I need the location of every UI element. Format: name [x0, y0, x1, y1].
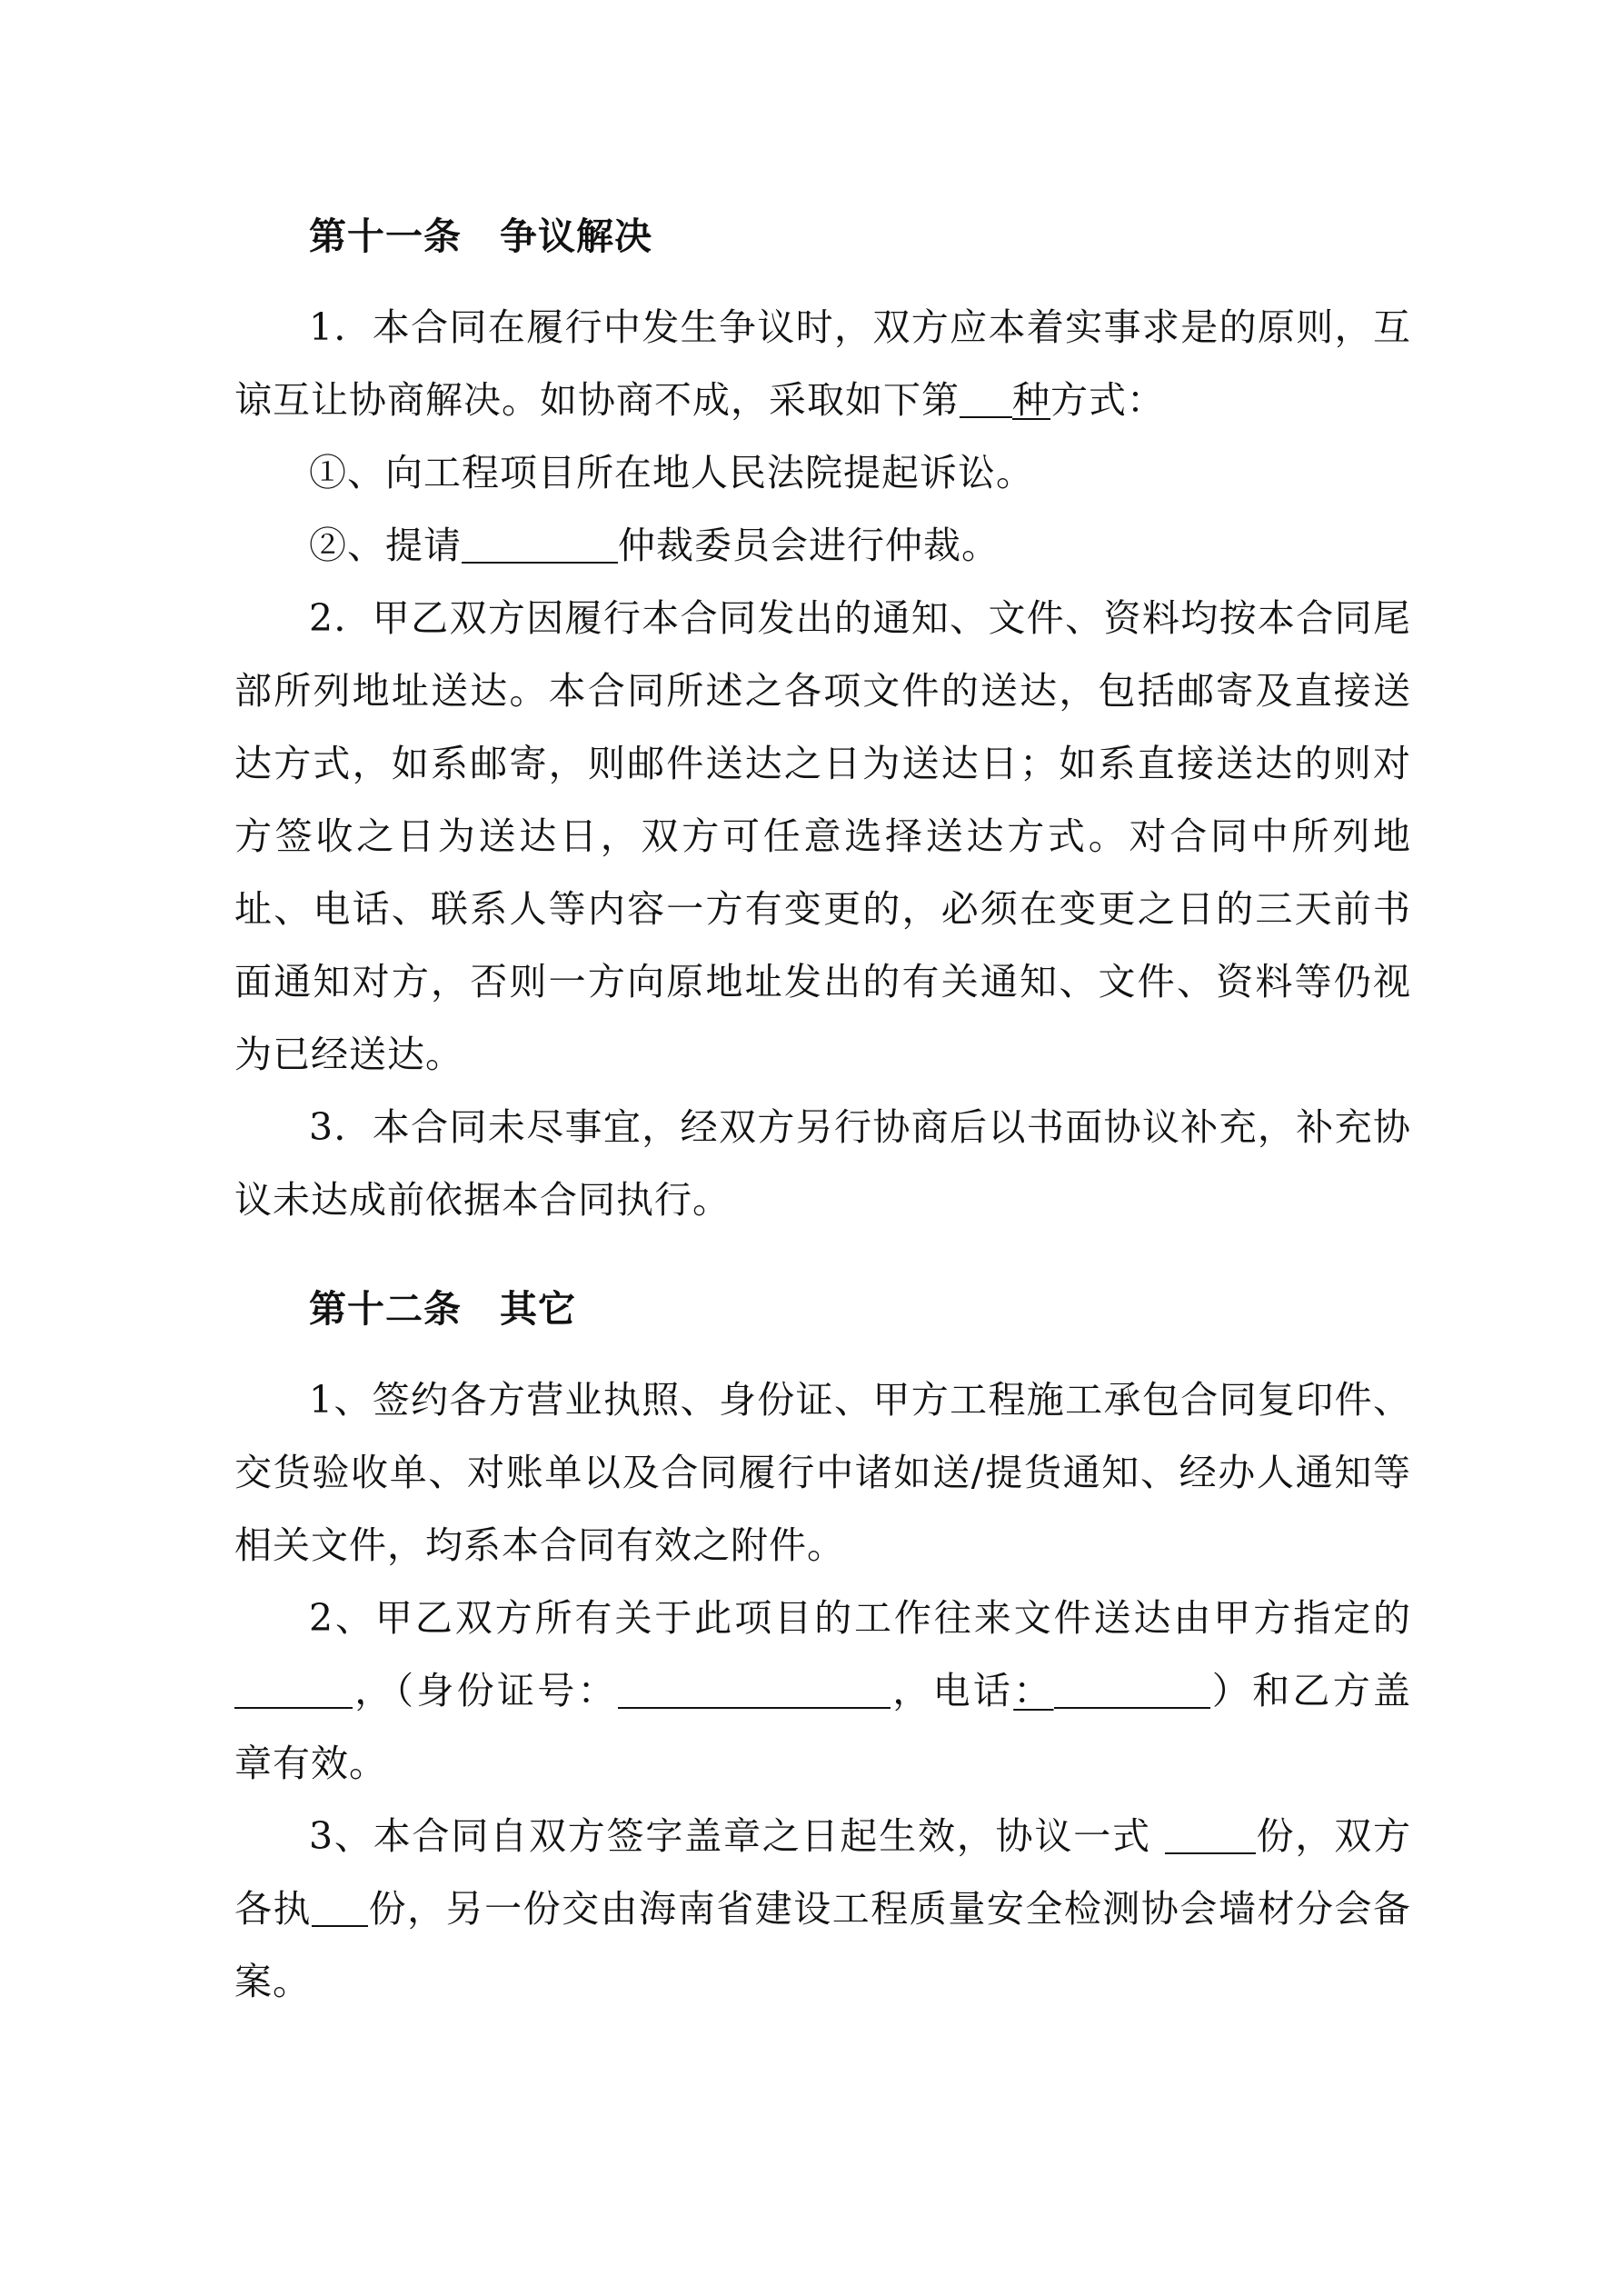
article-12-number: 第十二条 [309, 1287, 462, 1331]
phone-blank [1054, 1665, 1210, 1709]
clause-text: ）和乙方盖章有效。 [234, 1669, 1412, 1785]
clause-text: 份，双方各执 [234, 1814, 1412, 1931]
article-11-clause-1 [234, 291, 1411, 436]
article-11-title: 争议解决 [500, 215, 652, 258]
dispute-option-2 [234, 509, 1411, 582]
article-11-clause-2: 2．甲乙双方因履行本合同发出的通知、文件、资料均按本合同尾部所列地址送达。本合同所述之各项文件的送达，包括邮寄及直接送达方式，如系邮寄，则邮件送达之日为送达日；如系直接送达的则对方签收之日为送达日，双方可任意选择送达方式。对合同中所列地址、电话、联系人等内容一方有变更的，必须在变更之日的三天前书面通知对方，否则一方向原地址发出的有关通知、文件、资料等仍视为已经送达。 [234, 596, 1411, 1076]
option-text: ②、提请 [309, 524, 462, 567]
clause-text: 份，另一份交由海南省建设工程质量安全检测协会墙材分会备案。 [234, 1887, 1412, 2003]
clause-text: ，（身份证号： [353, 1669, 618, 1712]
clause-text: 3、本合同自双方签字盖章之日起生效，协议一式 [309, 1814, 1165, 1858]
clause-text: 1．本合同在履行中发生争议时，双方应本着实事求是的原则，互谅互让协商解决。如协商不成，采取如下第 [234, 305, 1411, 422]
clause-text: 种 [1012, 378, 1050, 422]
arbitration-committee-blank [462, 520, 618, 564]
designated-person-blank [234, 1665, 353, 1709]
method-number-blank [960, 374, 1012, 418]
copies-total-blank [1165, 1811, 1256, 1854]
option-text: 仲裁委员会进行仲裁。 [618, 524, 1000, 567]
clause-text: 方式： [1050, 378, 1165, 422]
contract-text [234, 200, 1411, 2018]
article-12-clause-2 [234, 1582, 1411, 1800]
clause-text: ，电话 [890, 1669, 1014, 1712]
article-11-clause-3: 3．本合同未尽事宜，经双方另行协商后以书面协议补充，补充协议未达成前依据本合同执行。 [234, 1105, 1411, 1222]
copies-each-blank [312, 1883, 368, 1927]
article-12-clause-1: 1、签约各方营业执照、身份证、甲方工程施工承包合同复印件、交货验收单、对账单以及合同履行中诸如送/提货通知、经办人通知等相关文件，均系本合同有效之附件。 [234, 1378, 1411, 1567]
article-12-clause-3 [234, 1800, 1411, 2018]
article-11-number: 第十一条 [309, 215, 462, 258]
article-12-title: 其它 [500, 1287, 576, 1331]
article-12-heading [234, 1273, 1411, 1345]
clause-text: ： [1013, 1669, 1054, 1712]
clause-text: 2、甲乙双方所有关于此项目的工作往来文件送达由甲方指定的 [309, 1596, 1411, 1640]
article-11-heading [234, 200, 1411, 273]
id-number-blank [618, 1665, 891, 1709]
dispute-option-1: ①、向工程项目所在地人民法院提起诉讼。 [309, 451, 1034, 494]
